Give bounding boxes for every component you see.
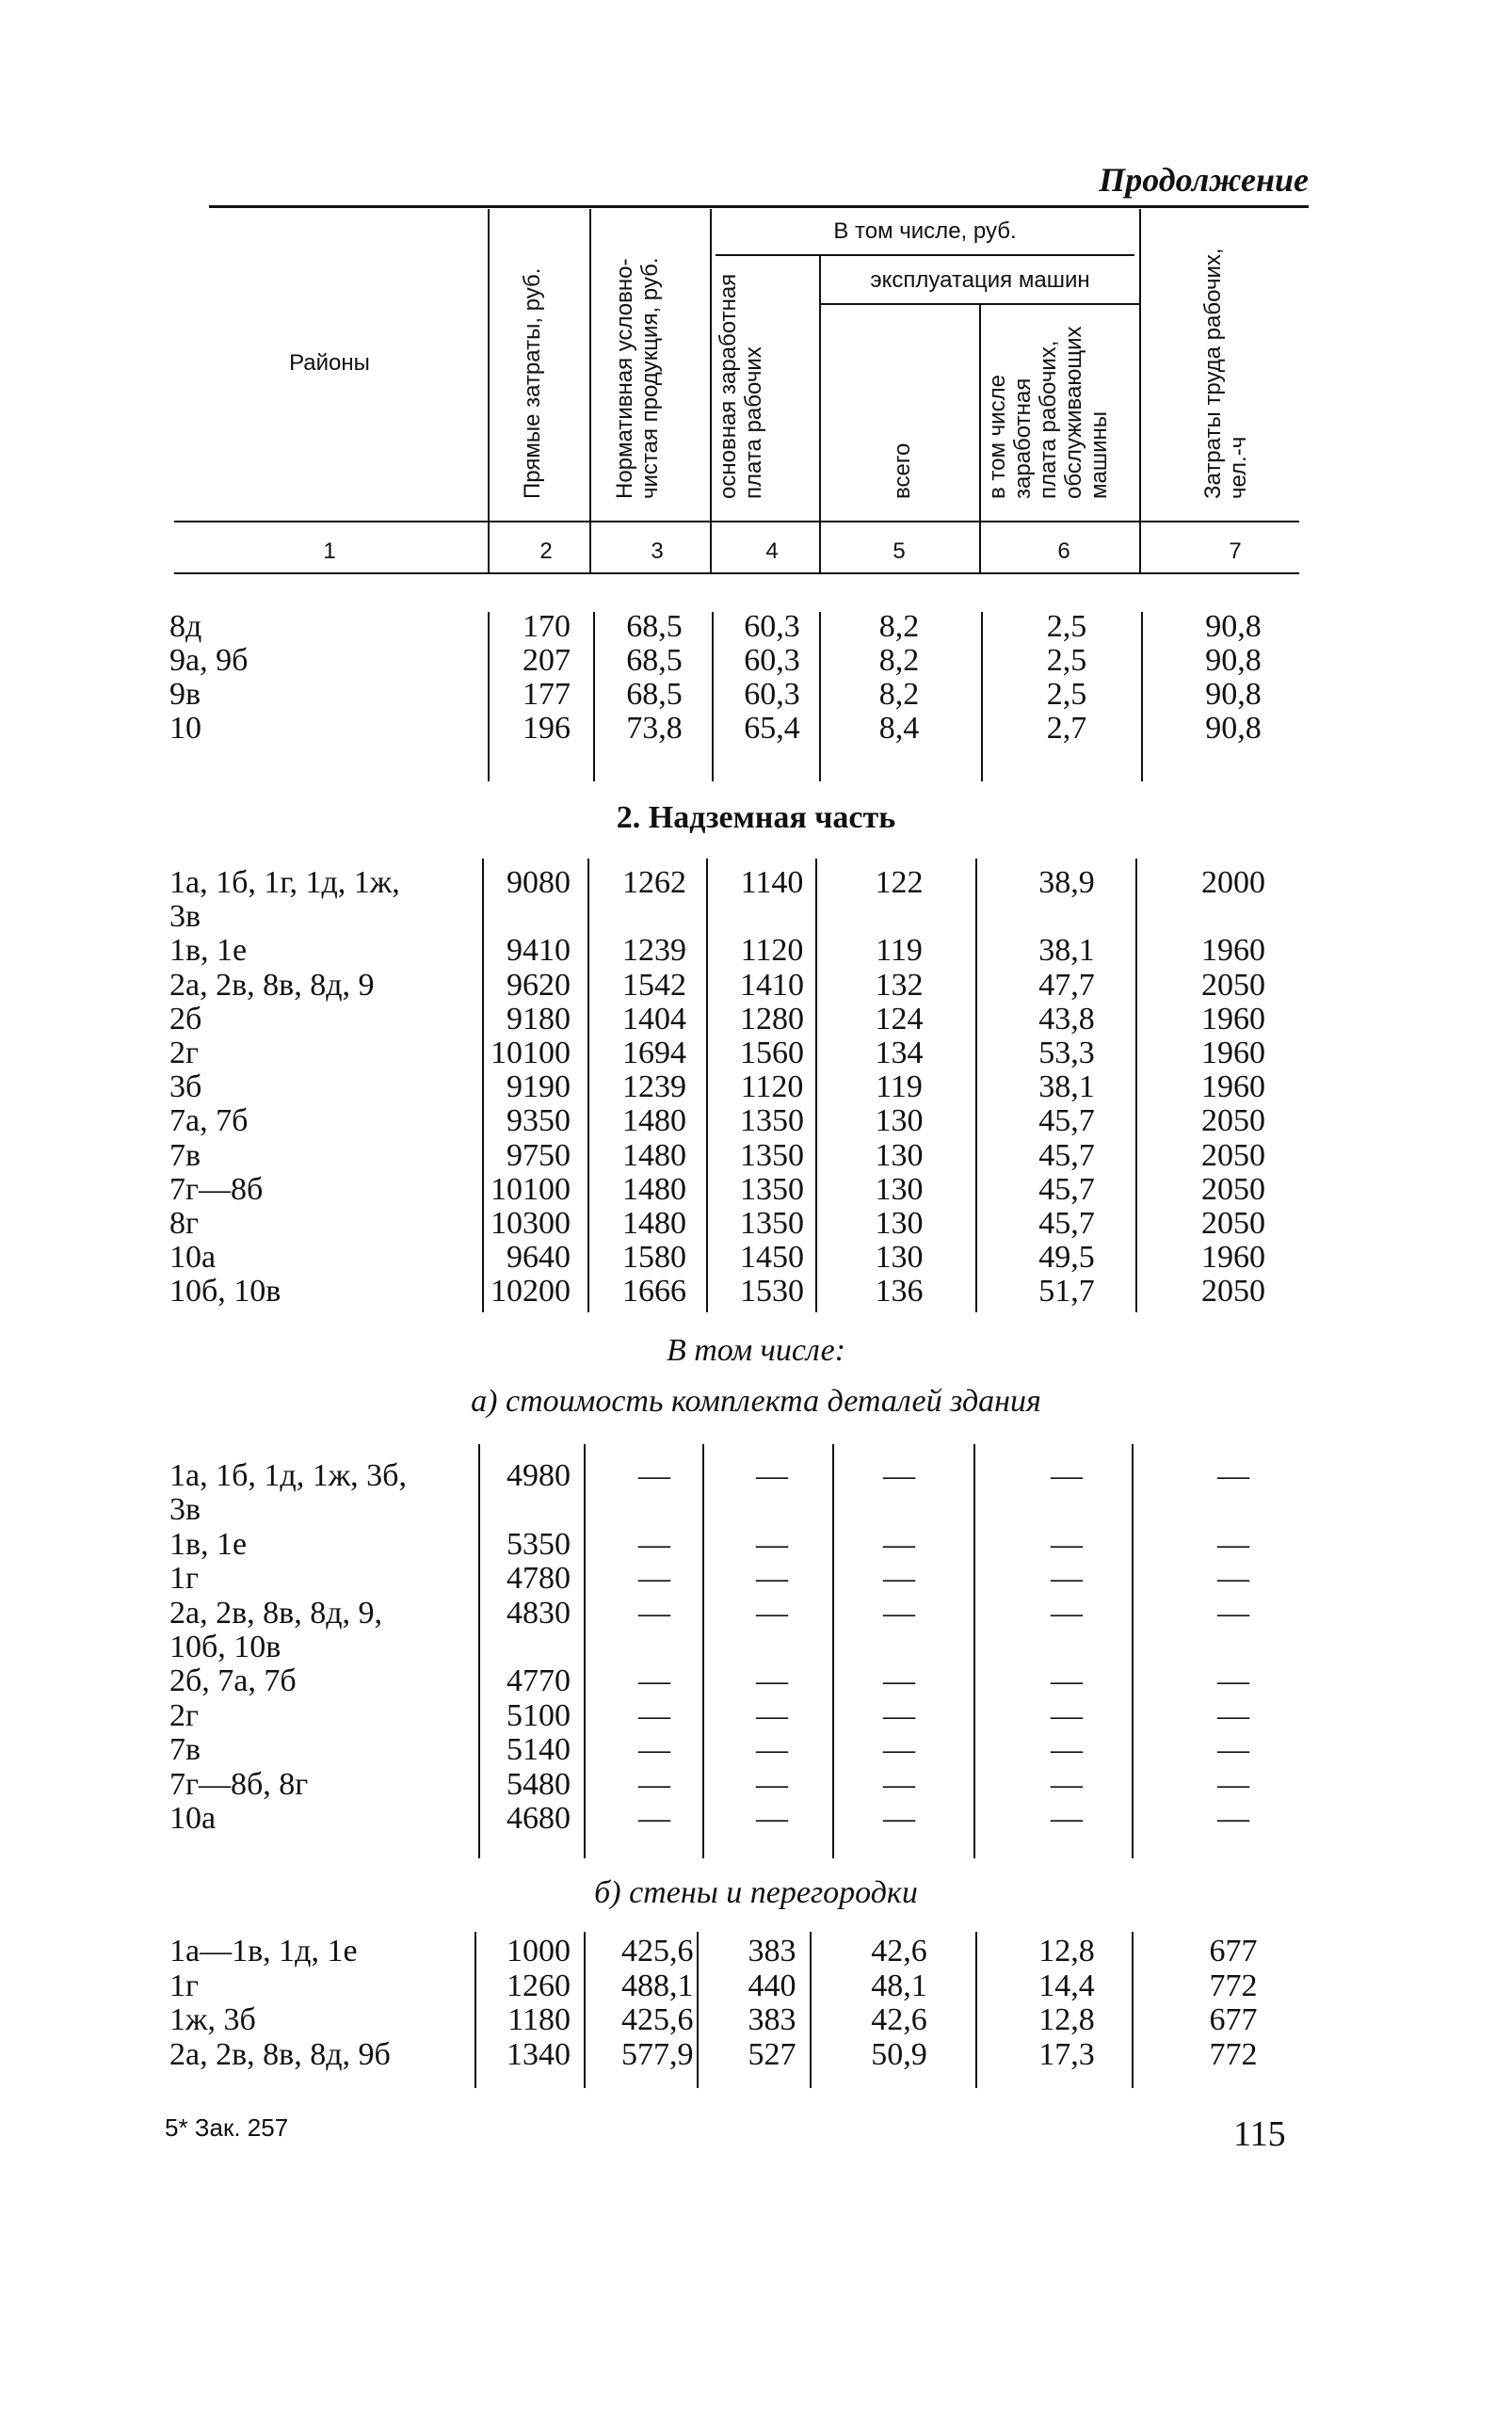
header-vline [710, 209, 712, 572]
machine-wage-cell: 45,7 [1038, 1206, 1095, 1241]
net-output-cell: — [638, 1766, 670, 1802]
col-number: 5 [893, 538, 906, 564]
machine-wage-cell: 47,7 [1038, 967, 1095, 1003]
machine-wage-cell: 51,7 [1038, 1274, 1095, 1309]
machine-wage-cell: 45,7 [1038, 1103, 1095, 1139]
machine-total-cell: 50,9 [871, 2036, 927, 2072]
machine-total-cell: 8,2 [878, 677, 920, 712]
district-cell: 10а [169, 1240, 217, 1276]
machine-total-cell: — [883, 1697, 915, 1733]
base-wage-cell: 60,3 [744, 677, 800, 712]
net-output-cell: — [638, 1663, 670, 1699]
net-output-cell: 1480 [622, 1171, 686, 1207]
header-top-rule [209, 205, 1309, 208]
table-row [0, 969, 1512, 1003]
header-vline [1139, 209, 1141, 572]
base-wage-cell: 1350 [740, 1103, 804, 1139]
direct-costs-cell: 207 [523, 643, 571, 678]
machine-total-cell: — [883, 1458, 915, 1493]
direct-costs-cell: 177 [523, 677, 571, 712]
machine-total-cell: 130 [875, 1240, 924, 1276]
subsection-b-title: б) стены и перегородки [594, 1875, 918, 1910]
labor-cell: — [1217, 1561, 1249, 1597]
table-row [0, 1733, 1512, 1767]
net-output-cell: 1239 [622, 933, 686, 969]
machine-total-cell: 134 [875, 1036, 924, 1070]
net-output-cell: 1262 [622, 865, 686, 900]
base-wage-cell: — [756, 1595, 788, 1631]
labor-cell: 90,8 [1205, 677, 1262, 712]
header-normativnaya: Нормативная условно-чистая продукция, руб. [612, 257, 663, 499]
table-row [0, 2038, 1512, 2072]
col-number: 6 [1057, 538, 1070, 564]
labor-cell: 2050 [1201, 1206, 1265, 1241]
direct-costs-cell: 9750 [507, 1137, 571, 1173]
table-row [0, 1036, 1512, 1070]
machine-wage-cell: — [1051, 1526, 1083, 1562]
machine-total-cell: 124 [875, 1001, 924, 1036]
machine-wage-cell: — [1051, 1801, 1083, 1836]
direct-costs-cell: 5100 [507, 1697, 571, 1733]
district-cell: 10б, 10в [169, 1630, 281, 1664]
net-output-cell: — [638, 1595, 670, 1631]
machine-wage-cell: — [1051, 1458, 1083, 1493]
net-output-cell: — [638, 1526, 670, 1562]
machine-total-cell: 119 [876, 933, 923, 969]
district-cell: 2а, 2в, 8в, 8д, 9, [169, 1595, 382, 1631]
table-row [0, 644, 1512, 678]
table-row [0, 1104, 1512, 1138]
labor-cell: 90,8 [1205, 609, 1262, 644]
labor-cell: 1960 [1201, 1036, 1265, 1070]
table-row [0, 1969, 1512, 2003]
machine-total-cell: — [883, 1595, 915, 1631]
machine-wage-cell: 38,1 [1038, 1069, 1095, 1105]
table-row [0, 1207, 1512, 1241]
machine-total-cell: 8,4 [878, 711, 920, 746]
machine-total-cell: — [883, 1766, 915, 1802]
district-cell: 1г [169, 1561, 199, 1597]
machine-wage-cell: — [1051, 1697, 1083, 1733]
machine-wage-cell: 38,9 [1038, 865, 1095, 900]
table-row [0, 1459, 1512, 1493]
base-wage-cell: 1350 [740, 1206, 804, 1241]
direct-costs-cell: 9640 [507, 1240, 571, 1276]
base-wage-cell: — [756, 1526, 788, 1562]
machine-total-cell: 130 [875, 1137, 924, 1173]
table-row [0, 1562, 1512, 1596]
machine-wage-cell: 43,8 [1038, 1001, 1095, 1036]
continuation-label: Продолжение [1099, 161, 1309, 199]
direct-costs-cell: 4770 [507, 1663, 571, 1699]
district-cell: 7в [169, 1137, 201, 1173]
machine-wage-cell: — [1051, 1732, 1083, 1768]
labor-cell: 772 [1209, 2036, 1258, 2072]
table-row [0, 1241, 1512, 1275]
header-vline [819, 256, 821, 572]
direct-costs-cell: 5350 [507, 1526, 571, 1562]
base-wage-cell: — [756, 1697, 788, 1733]
base-wage-cell: 527 [748, 2036, 796, 2072]
table-row [0, 1003, 1512, 1036]
table-row [0, 712, 1512, 746]
direct-costs-cell: 9410 [507, 933, 571, 969]
net-output-cell: 1666 [622, 1274, 686, 1309]
net-output-cell: — [638, 1732, 670, 1768]
base-wage-cell: 1350 [740, 1171, 804, 1207]
direct-costs-cell: 9080 [507, 865, 571, 900]
direct-costs-cell: 5140 [507, 1732, 571, 1768]
base-wage-cell: 60,3 [744, 609, 800, 644]
district-cell: 8д [169, 609, 202, 644]
net-output-cell: 1542 [622, 967, 686, 1003]
district-cell: 1а, 1б, 1д, 1ж, 3б, [169, 1458, 407, 1493]
machine-total-cell: 42,6 [871, 1934, 927, 1968]
net-output-cell: 1239 [622, 1069, 686, 1105]
table-row [0, 1802, 1512, 1836]
net-output-cell: 1480 [622, 1137, 686, 1173]
machine-total-cell: — [883, 1526, 915, 1562]
machine-wage-cell: 2,5 [1046, 609, 1087, 644]
district-cell: 3в [169, 899, 201, 935]
direct-costs-cell: 4780 [507, 1561, 571, 1597]
direct-costs-cell: 5480 [507, 1766, 571, 1802]
machine-total-cell: 8,2 [878, 609, 920, 644]
header-pryamye: Прямые затраты, руб. [520, 267, 545, 499]
labor-cell: — [1217, 1766, 1249, 1802]
direct-costs-cell: 1260 [507, 1968, 571, 2003]
direct-costs-cell: 10200 [491, 1274, 571, 1309]
footer-order-number: 5* Зак. 257 [165, 2113, 289, 2142]
district-cell: 7в [169, 1732, 201, 1768]
district-cell: 10 [169, 711, 201, 746]
machine-wage-cell: 2,7 [1046, 711, 1087, 746]
header-vline [488, 209, 490, 572]
labor-cell: — [1217, 1697, 1249, 1733]
labor-cell: 2050 [1201, 967, 1265, 1003]
direct-costs-cell: 170 [523, 609, 571, 644]
col-number: 2 [539, 538, 553, 564]
labor-cell: 2050 [1201, 1137, 1265, 1173]
direct-costs-cell: 4980 [507, 1458, 571, 1493]
v-tom-chisle-label: В том числе: [666, 1333, 846, 1368]
page-number: 115 [1233, 2114, 1286, 2154]
district-cell: 1в, 1е [169, 1526, 248, 1562]
machine-total-cell: 130 [875, 1171, 924, 1207]
base-wage-cell: 1530 [740, 1274, 804, 1309]
base-wage-cell: — [756, 1561, 788, 1597]
direct-costs-cell: 9190 [507, 1069, 571, 1105]
direct-costs-cell: 9350 [507, 1103, 571, 1139]
machine-total-cell: 8,2 [878, 643, 920, 678]
base-wage-cell: 1350 [740, 1137, 804, 1173]
machine-wage-cell: — [1051, 1561, 1083, 1597]
machine-wage-cell: 53,3 [1038, 1036, 1095, 1070]
district-cell: 8г [169, 1206, 199, 1241]
net-output-cell: 68,5 [626, 677, 683, 712]
district-cell: 2а, 2в, 8в, 8д, 9 [169, 967, 375, 1003]
labor-cell: 677 [1209, 2002, 1258, 2037]
machine-wage-cell: 2,5 [1046, 643, 1087, 678]
labor-cell: 90,8 [1205, 643, 1262, 678]
table-row [0, 934, 1512, 968]
base-wage-cell: 1560 [740, 1036, 804, 1070]
base-wage-cell: 1280 [740, 1001, 804, 1036]
district-cell: 2г [169, 1697, 199, 1733]
header-vsego: всего [890, 442, 915, 499]
machine-wage-cell: 2,5 [1046, 677, 1087, 712]
net-output-cell: 425,6 [621, 1934, 694, 1968]
base-wage-cell: — [756, 1766, 788, 1802]
direct-costs-cell: 10100 [491, 1036, 571, 1070]
table-row [0, 1597, 1512, 1631]
net-output-cell: — [638, 1458, 670, 1493]
header-ekspluatatsiya: эксплуатация машин [870, 267, 1090, 293]
col-number: 3 [651, 538, 664, 564]
machine-total-cell: 48,1 [871, 1968, 927, 2003]
district-cell: 7г—8б [169, 1171, 264, 1207]
machine-total-cell: 132 [875, 967, 924, 1003]
base-wage-cell: — [756, 1663, 788, 1699]
table-row [0, 1139, 1512, 1173]
col-number: 1 [323, 538, 336, 564]
header-vline [979, 305, 981, 572]
district-cell: 1г [169, 1968, 199, 2003]
direct-costs-cell: 1340 [507, 2036, 571, 2072]
table-row [0, 1664, 1512, 1698]
machine-wage-cell: 14,4 [1038, 1968, 1095, 2003]
table-row [0, 1070, 1512, 1104]
district-cell: 7а, 7б [169, 1103, 249, 1139]
district-cell: 2б, 7а, 7б [169, 1663, 297, 1699]
net-output-cell: 1480 [622, 1206, 686, 1241]
labor-cell: — [1217, 1801, 1249, 1836]
header-osnovnaya: основная заработная плата рабочих [716, 273, 766, 499]
machine-wage-cell: 17,3 [1038, 2036, 1095, 2072]
district-cell: 10а [169, 1801, 217, 1836]
header-zarplata-mashin: в том числе заработная плата рабочих, обслуживающих машины [985, 326, 1112, 499]
table-row [0, 610, 1512, 644]
table-row [0, 1528, 1512, 1562]
district-cell: 1а, 1б, 1г, 1д, 1ж, [169, 865, 400, 900]
header-rayony: Районы [289, 350, 370, 376]
district-cell: 7г—8б, 8г [169, 1766, 309, 1802]
subheader-rule-1 [716, 254, 1134, 256]
net-output-cell: 577,9 [621, 2036, 694, 2072]
labor-cell: — [1217, 1595, 1249, 1631]
machine-total-cell: — [883, 1732, 915, 1768]
district-cell: 3б [169, 1069, 202, 1105]
machine-total-cell: 42,6 [871, 2002, 927, 2037]
base-wage-cell: 65,4 [744, 711, 800, 746]
header-v-tom-chisle: В том числе, руб. [833, 218, 1017, 244]
labor-cell: 1960 [1201, 1069, 1265, 1105]
machine-wage-cell: — [1051, 1595, 1083, 1631]
machine-total-cell: 130 [875, 1103, 924, 1139]
machine-wage-cell: — [1051, 1663, 1083, 1699]
base-wage-cell: — [756, 1801, 788, 1836]
district-cell: 9а, 9б [169, 643, 249, 678]
base-wage-cell: 1120 [740, 1069, 804, 1105]
labor-cell: — [1217, 1663, 1249, 1699]
base-wage-cell: 383 [748, 1934, 796, 1968]
net-output-cell: 1404 [622, 1001, 686, 1036]
labor-cell: 2050 [1201, 1274, 1265, 1309]
labor-cell: 1960 [1201, 933, 1265, 969]
header-zatraty-truda: Затраты труда рабочих, чел.-ч [1200, 248, 1251, 499]
direct-costs-cell: 9180 [507, 1001, 571, 1036]
net-output-cell: 1694 [622, 1036, 686, 1070]
district-cell: 2а, 2в, 8в, 8д, 9б [169, 2036, 391, 2072]
table-row [0, 1493, 1512, 1527]
district-cell: 9в [169, 677, 201, 712]
base-wage-cell: 383 [748, 2002, 796, 2037]
col-number: 4 [765, 538, 779, 564]
machine-wage-cell: — [1051, 1766, 1083, 1802]
table-row [0, 1699, 1512, 1733]
table-row [0, 1631, 1512, 1664]
header-bottom-rule [174, 521, 1299, 522]
district-cell: 1а—1в, 1д, 1е [169, 1934, 358, 1968]
labor-cell: 2050 [1201, 1171, 1265, 1207]
net-output-cell: — [638, 1801, 670, 1836]
district-cell: 1в, 1е [169, 933, 248, 969]
labor-cell: 677 [1209, 1934, 1258, 1968]
labor-cell: 2000 [1201, 865, 1265, 900]
net-output-cell: 425,6 [621, 2002, 694, 2037]
machine-wage-cell: 45,7 [1038, 1137, 1095, 1173]
machine-total-cell: 136 [875, 1274, 924, 1309]
machine-wage-cell: 12,8 [1038, 2002, 1095, 2037]
machine-total-cell: 119 [876, 1069, 923, 1105]
direct-costs-cell: 4830 [507, 1595, 571, 1631]
direct-costs-cell: 4680 [507, 1801, 571, 1836]
machine-wage-cell: 45,7 [1038, 1171, 1095, 1207]
machine-total-cell: 122 [875, 865, 924, 900]
net-output-cell: 68,5 [626, 609, 683, 644]
machine-total-cell: — [883, 1663, 915, 1699]
colnum-bottom-rule [174, 572, 1299, 574]
base-wage-cell: 1450 [740, 1240, 804, 1276]
base-wage-cell: 1410 [740, 967, 804, 1003]
base-wage-cell: 440 [748, 1968, 796, 2003]
net-output-cell: 68,5 [626, 643, 683, 678]
net-output-cell: 1580 [622, 1240, 686, 1276]
labor-cell: — [1217, 1458, 1249, 1493]
base-wage-cell: 1140 [740, 865, 804, 900]
district-cell: 2г [169, 1036, 199, 1070]
subsection-a-title: а) стоимость комплекта деталей здания [471, 1384, 1041, 1419]
section2-title: 2. Надземная часть [616, 800, 896, 835]
labor-cell: — [1217, 1732, 1249, 1768]
direct-costs-cell: 9620 [507, 967, 571, 1003]
labor-cell: — [1217, 1526, 1249, 1562]
labor-cell: 90,8 [1205, 711, 1262, 746]
net-output-cell: — [638, 1561, 670, 1597]
direct-costs-cell: 196 [523, 711, 571, 746]
district-cell: 1ж, 3б [169, 2002, 256, 2037]
base-wage-cell: 60,3 [744, 643, 800, 678]
direct-costs-cell: 1180 [507, 2002, 571, 2037]
direct-costs-cell: 1000 [507, 1934, 571, 1968]
machine-wage-cell: 38,1 [1038, 933, 1095, 969]
labor-cell: 1960 [1201, 1240, 1265, 1276]
base-wage-cell: — [756, 1732, 788, 1768]
machine-wage-cell: 49,5 [1038, 1240, 1095, 1276]
direct-costs-cell: 10300 [491, 1206, 571, 1241]
table-row [0, 1935, 1512, 1968]
machine-total-cell: — [883, 1801, 915, 1836]
base-wage-cell: 1120 [740, 933, 804, 969]
machine-wage-cell: 12,8 [1038, 1934, 1095, 1968]
table-row [0, 1768, 1512, 1802]
net-output-cell: — [638, 1697, 670, 1733]
direct-costs-cell: 10100 [491, 1171, 571, 1207]
labor-cell: 2050 [1201, 1103, 1265, 1139]
labor-cell: 772 [1209, 1968, 1258, 2003]
table-row [0, 2003, 1512, 2037]
district-cell: 2б [169, 1001, 202, 1036]
district-cell: 10б, 10в [169, 1274, 281, 1309]
table-row [0, 866, 1512, 900]
district-cell: 3в [169, 1492, 201, 1528]
net-output-cell: 73,8 [626, 711, 683, 746]
machine-total-cell: 130 [875, 1206, 924, 1241]
table-row [0, 1173, 1512, 1207]
base-wage-cell: — [756, 1458, 788, 1493]
header-vline [589, 209, 591, 572]
table-row [0, 678, 1512, 712]
table-row [0, 1275, 1512, 1309]
net-output-cell: 1480 [622, 1103, 686, 1139]
table-row [0, 900, 1512, 934]
col-number: 7 [1229, 538, 1242, 564]
labor-cell: 1960 [1201, 1001, 1265, 1036]
machine-total-cell: — [883, 1561, 915, 1597]
net-output-cell: 488,1 [621, 1968, 694, 2003]
